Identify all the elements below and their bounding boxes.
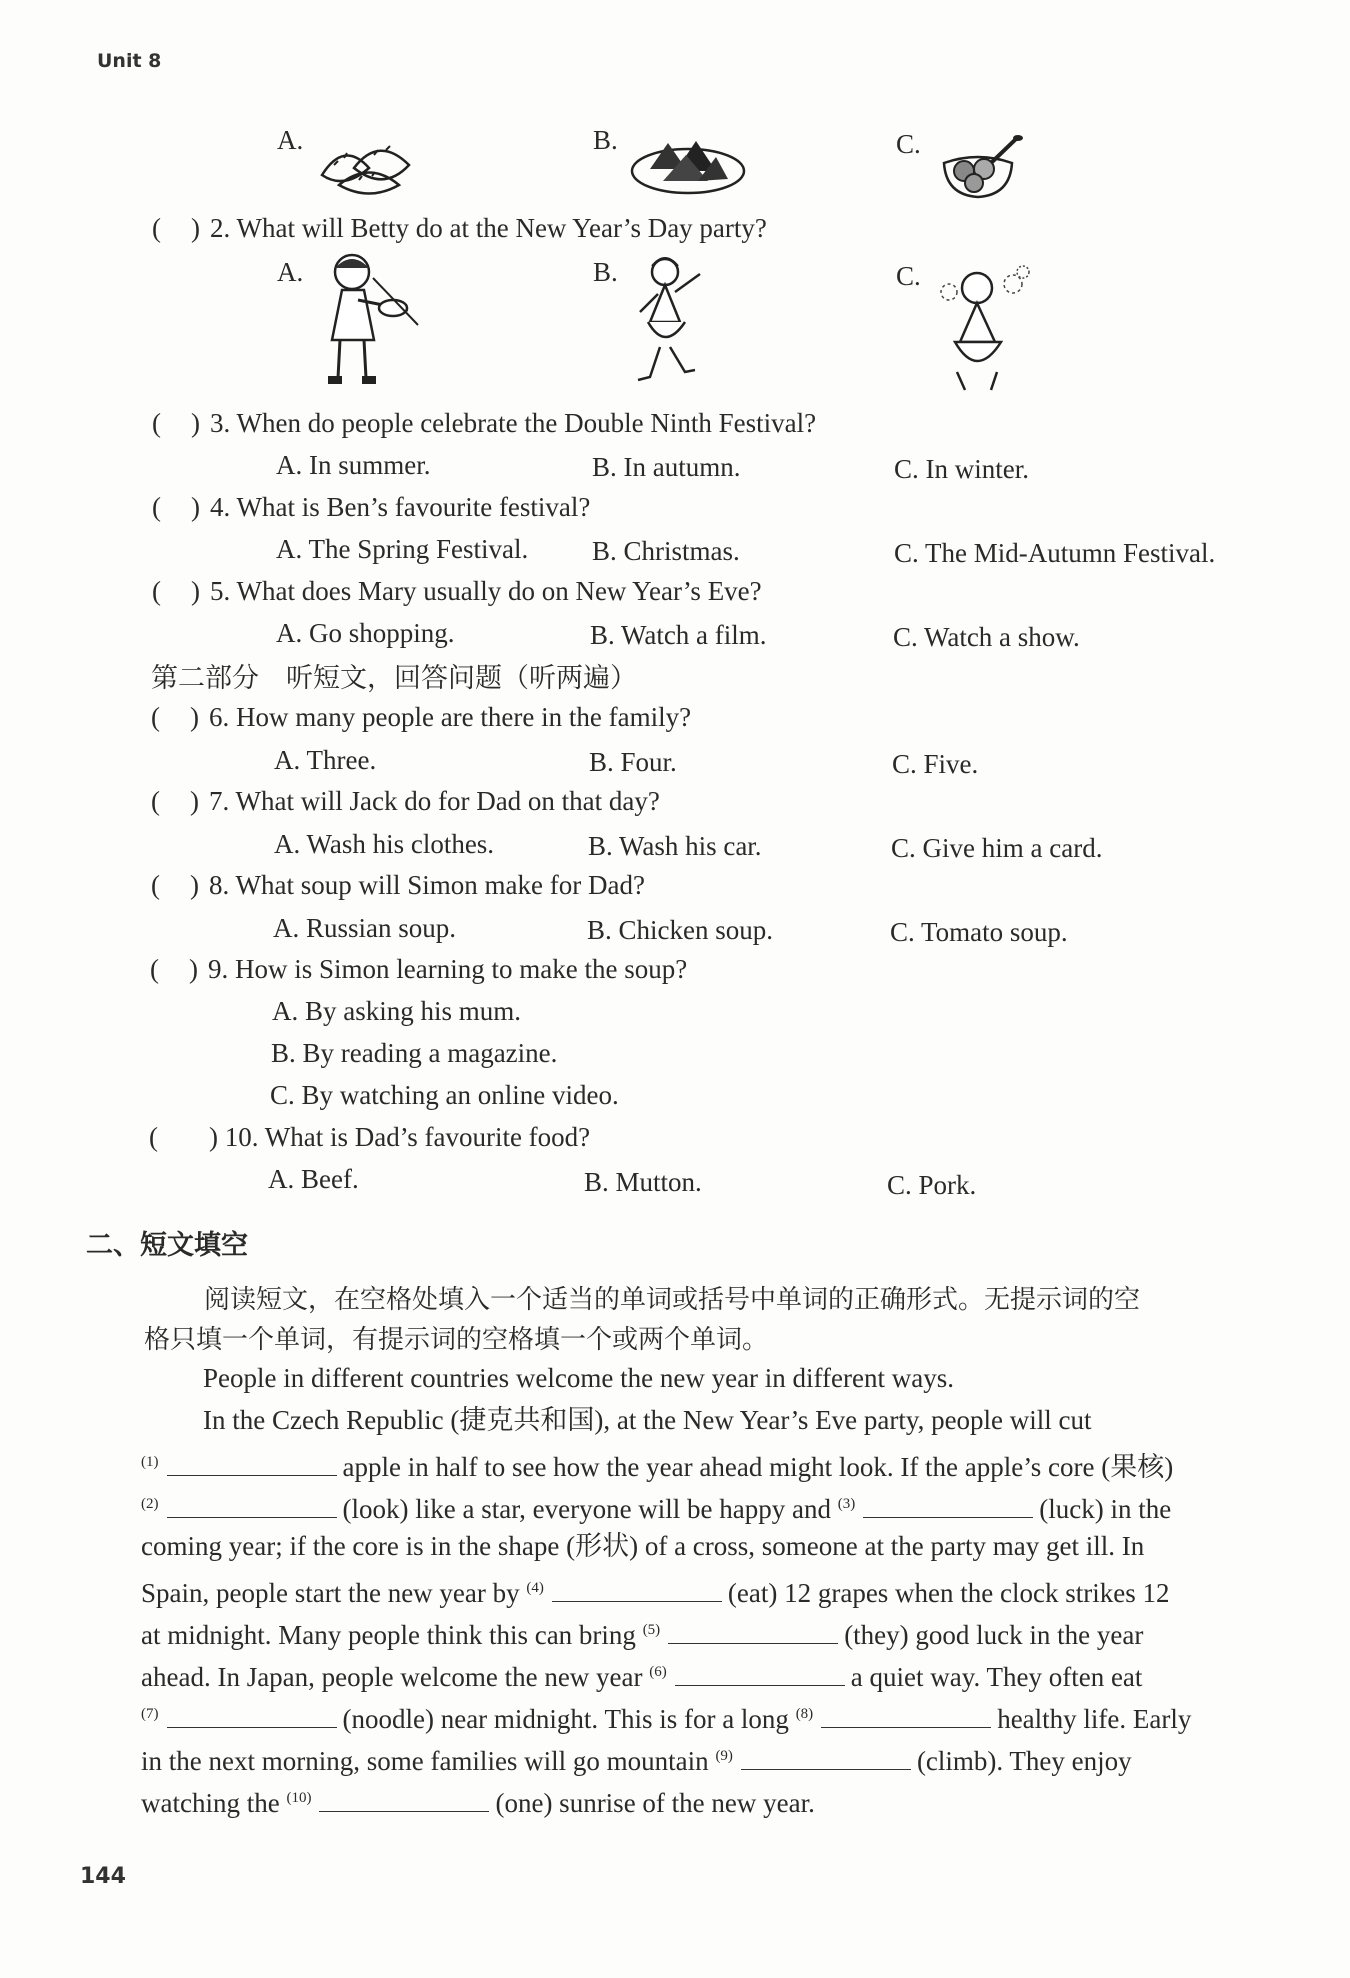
blank-4[interactable] bbox=[552, 1575, 722, 1602]
answer-paren[interactable]: ( ) bbox=[151, 786, 199, 816]
q2-option-b-label: B. bbox=[593, 257, 618, 287]
passage-line-1: People in different countries welcome the new year in different ways. bbox=[203, 1363, 954, 1393]
passage-line-6: Spain, people start the new year by $^{(4)}$ (eat) 12 grapes when the clock strikes 12 bbox=[141, 1571, 1170, 1610]
question-7 bbox=[151, 784, 660, 818]
blank-9[interactable] bbox=[741, 1743, 911, 1770]
answer-paren[interactable]: ( bbox=[149, 1122, 158, 1152]
blank-8[interactable] bbox=[821, 1701, 991, 1728]
girl-dancing-image bbox=[630, 252, 720, 392]
blank-6[interactable] bbox=[675, 1659, 845, 1686]
question-4 bbox=[152, 490, 590, 524]
question-text: 4. What is Ben’s favourite festival? bbox=[210, 492, 591, 522]
passage-line-8: ahead. In Japan, people welcome the new year $^{(6)}$ a quiet way. They often eat bbox=[141, 1655, 1142, 1694]
q4-option-b: B. Christmas. bbox=[592, 536, 740, 566]
q1-option-c-label: C. bbox=[896, 129, 921, 159]
question-3 bbox=[152, 406, 816, 440]
q6-option-b: B. Four. bbox=[589, 747, 677, 777]
question-5 bbox=[152, 574, 762, 608]
question-text: 7. What will Jack do for Dad on that day? bbox=[209, 786, 660, 816]
question-10 bbox=[149, 1120, 590, 1154]
q3-option-c: C. In winter. bbox=[894, 454, 1029, 484]
part-2-title: 第二部分 听短文，回答问题（听两遍） bbox=[151, 663, 637, 694]
q7-option-a: A. Wash his clothes. bbox=[274, 829, 495, 859]
question-2 bbox=[152, 211, 767, 245]
q10-option-a: A. Beef. bbox=[268, 1164, 359, 1194]
q9-option-b: B. By reading a magazine. bbox=[271, 1038, 558, 1068]
q7-option-b: B. Wash his car. bbox=[588, 831, 762, 861]
q9-option-a: A. By asking his mum. bbox=[272, 996, 522, 1026]
q10-option-c: C. Pork. bbox=[887, 1170, 977, 1200]
answer-paren[interactable]: ( ) bbox=[150, 954, 198, 984]
question-8 bbox=[151, 868, 645, 902]
dumplings-image bbox=[314, 130, 424, 200]
q5-option-c: C. Watch a show. bbox=[893, 622, 1080, 652]
question-text: 3. When do people celebrate the Double Ninth Festival? bbox=[210, 408, 817, 438]
q3-option-a: A. In summer. bbox=[276, 450, 431, 480]
q6-option-a: A. Three. bbox=[274, 745, 377, 775]
answer-paren[interactable]: ( ) bbox=[152, 408, 200, 438]
q3-option-b: B. In autumn. bbox=[592, 452, 741, 482]
blank-1[interactable] bbox=[167, 1449, 337, 1476]
question-6 bbox=[151, 700, 691, 734]
blank-2[interactable] bbox=[167, 1491, 337, 1518]
blank-3[interactable] bbox=[863, 1491, 1033, 1518]
tangyuan-bowl-image bbox=[936, 133, 1026, 203]
q7-option-c: C. Give him a card. bbox=[891, 833, 1103, 863]
girl-playing-violin-image bbox=[318, 250, 428, 395]
answer-paren[interactable]: ( ) bbox=[151, 870, 199, 900]
q4-option-c: C. The Mid-Autumn Festival. bbox=[894, 538, 1216, 568]
girl-singing-image bbox=[935, 262, 1035, 397]
unit-header: Unit 8 bbox=[97, 50, 162, 72]
instruction-line-1: 阅读短文，在空格处填入一个适当的单词或括号中单词的正确形式。无提示词的空 bbox=[204, 1285, 1141, 1315]
question-text: 8. What soup will Simon make for Dad? bbox=[209, 870, 645, 900]
passage-line-5: coming year; if the core is in the shape (形状) of a cross, someone at the party may get ill. In bbox=[141, 1531, 1145, 1561]
answer-paren[interactable]: ( ) bbox=[152, 213, 200, 243]
blank-5[interactable] bbox=[668, 1617, 838, 1644]
instruction-line-2: 格只填一个单词，有提示词的空格填一个或两个单词。 bbox=[144, 1325, 769, 1355]
q1-option-a-label: A. bbox=[277, 125, 304, 155]
q9-option-c: C. By watching an online video. bbox=[270, 1080, 619, 1110]
question-text: 9. How is Simon learning to make the soup? bbox=[208, 954, 688, 984]
passage-line-10: in the next morning, some families will go mountain $^{(9)}$ (climb). They enjoy bbox=[141, 1739, 1132, 1778]
passage-line-7: at midnight. Many people think this can bring $^{(5)}$ (they) good luck in the year bbox=[141, 1613, 1143, 1652]
q2-option-c-label: C. bbox=[896, 261, 921, 291]
zongzi-image bbox=[628, 133, 748, 198]
passage-line-3: $^{(1)}$ apple in half to see how the year ahead might look. If the apple’s core (果核) bbox=[141, 1445, 1173, 1484]
q4-option-a: A. The Spring Festival. bbox=[276, 534, 529, 564]
passage-line-9: $^{(7)}$ (noodle) near midnight. This is for a long $^{(8)}$ healthy life. Early bbox=[141, 1697, 1191, 1736]
q1-option-b-label: B. bbox=[593, 125, 618, 155]
blank-10[interactable] bbox=[319, 1785, 489, 1812]
q6-option-c: C. Five. bbox=[892, 749, 979, 779]
question-text: 2. What will Betty do at the New Year’s Day party? bbox=[210, 213, 767, 243]
q8-option-c: C. Tomato soup. bbox=[890, 917, 1068, 947]
answer-paren[interactable]: ( ) bbox=[152, 492, 200, 522]
question-text: 5. What does Mary usually do on New Year’s Eve? bbox=[210, 576, 762, 606]
section-2-title: 二、短文填空 bbox=[86, 1230, 248, 1261]
q5-option-b: B. Watch a film. bbox=[590, 620, 767, 650]
q8-option-b: B. Chicken soup. bbox=[587, 915, 773, 945]
answer-paren[interactable]: ( ) bbox=[151, 702, 199, 732]
q2-option-a-label: A. bbox=[277, 257, 304, 287]
blank-7[interactable] bbox=[167, 1701, 337, 1728]
question-text: 6. How many people are there in the family? bbox=[209, 702, 692, 732]
q8-option-a: A. Russian soup. bbox=[273, 913, 457, 943]
answer-paren[interactable]: ( ) bbox=[152, 576, 200, 606]
q5-option-a: A. Go shopping. bbox=[276, 618, 455, 648]
passage-line-11: watching the $^{(10)}$ (one) sunrise of the new year. bbox=[141, 1781, 815, 1820]
page-number: 144 bbox=[80, 1864, 126, 1889]
question-9 bbox=[150, 952, 687, 986]
passage-line-4: $^{(2)}$ (look) like a star, everyone will be happy and $^{(3)}$ (luck) in the bbox=[141, 1487, 1171, 1526]
passage-line-2: In the Czech Republic (捷克共和国), at the New Year’s Eve party, people will cut bbox=[203, 1405, 1092, 1435]
q10-option-b: B. Mutton. bbox=[584, 1167, 702, 1197]
question-text: ) 10. What is Dad’s favourite food? bbox=[209, 1122, 591, 1152]
